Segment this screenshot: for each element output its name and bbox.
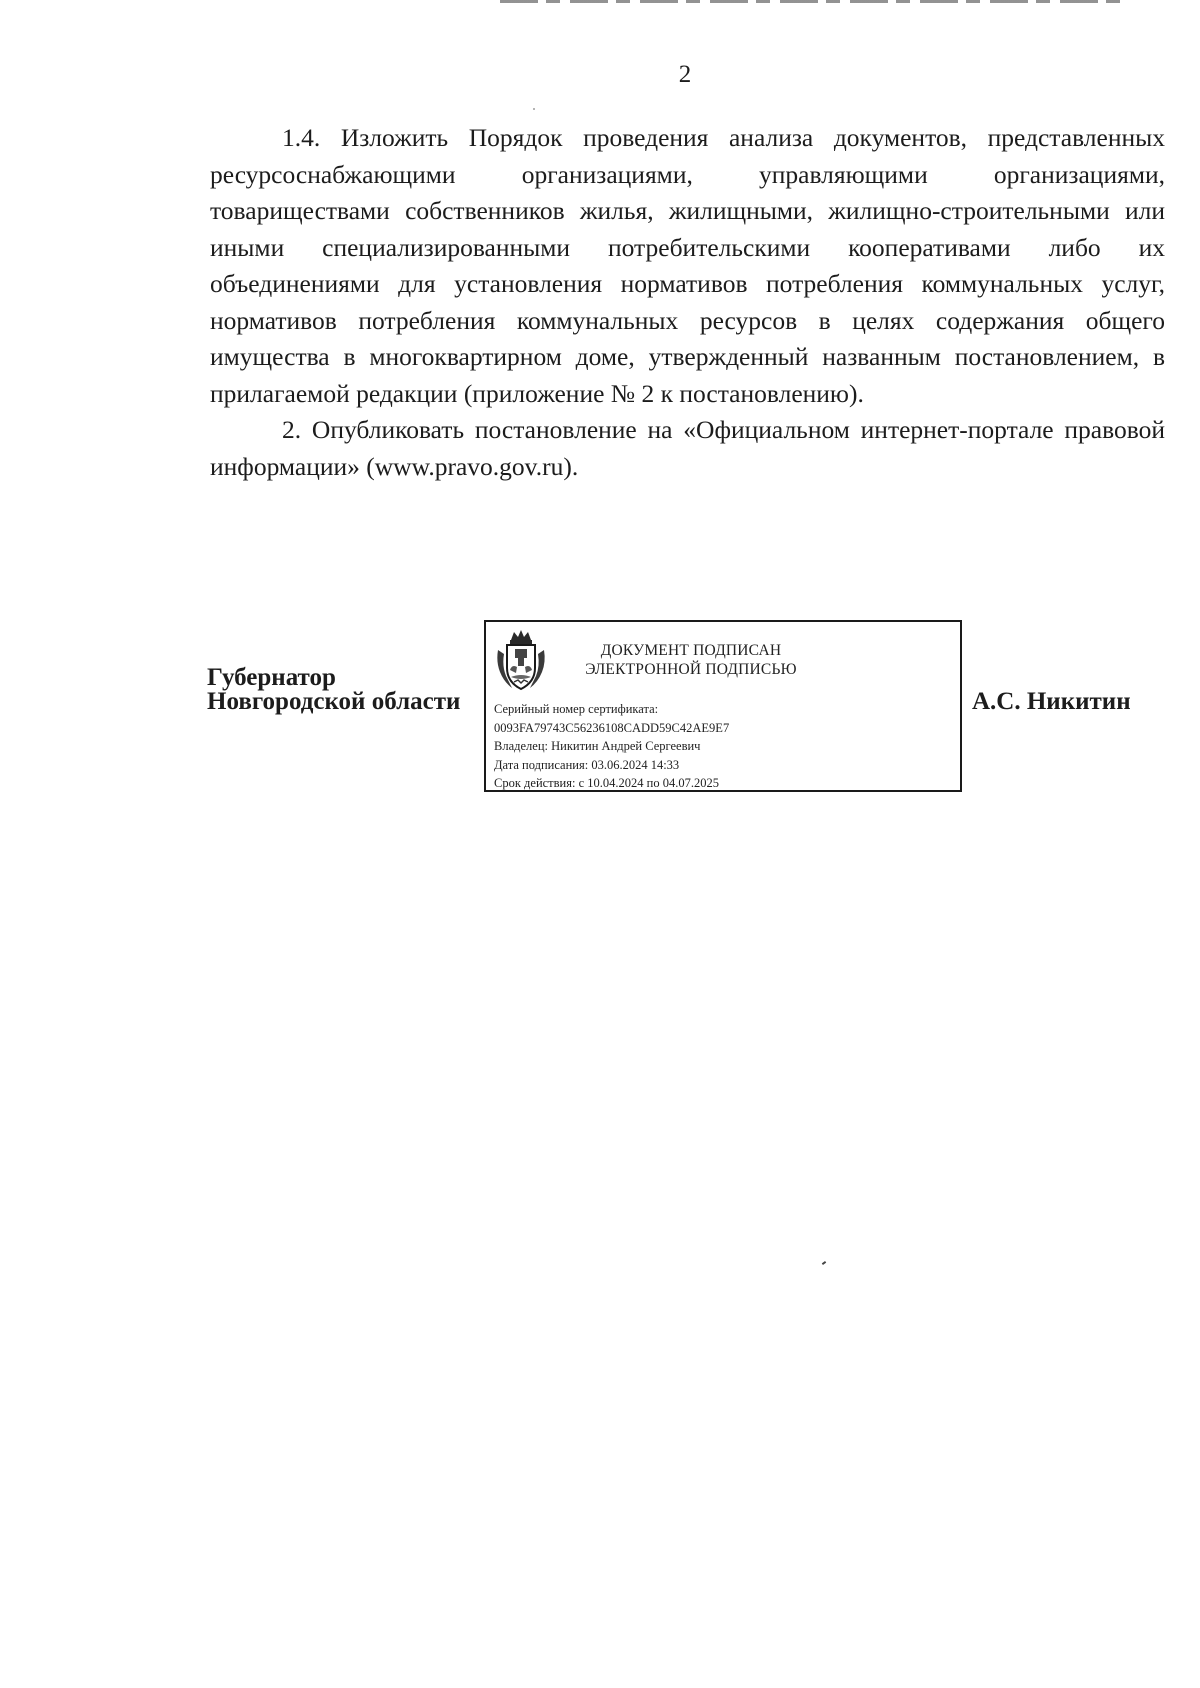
scan-artifact <box>500 0 1120 3</box>
signatory-title-line2: Новгородской области <box>207 688 461 715</box>
novgorod-coat-of-arms-icon <box>494 628 548 694</box>
scan-speck <box>533 108 535 110</box>
paragraph-1-4: 1.4. Изложить Порядок проведения анализа документов, представленных ресурсоснабжающими организациями, управляющими организациями, товариществами собственников жилья, жилищными, жилищно-строительными или иными специализированными потребительскими кооперативами либо их объединениями для установления нормативов потребления коммунальных услуг, нормативов потребления коммунальных ресурсов в целях содержания общего имущества в многоквартирном доме, утвержденный названным постановлением, в прилагаемой редакции (приложение № 2 к постановлению). <box>210 123 1165 408</box>
certificate-serial-label: Серийный номер сертификата: <box>494 702 659 716</box>
stamp-heading-line1: ДОКУМЕНТ ПОДПИСАН <box>600 642 782 659</box>
document-body <box>210 120 1165 485</box>
signing-date: Дата подписания: 03.06.2024 14:33 <box>494 757 680 772</box>
paragraph-2: 2. Опубликовать постановление на «Официальном интернет-портале правовой информации» (www.pravo.gov.ru). <box>210 415 1165 481</box>
certificate-validity: Срок действия: с 10.04.2024 по 04.07.2025 <box>494 776 719 790</box>
signatory-name: А.С. Никитин <box>972 688 1131 715</box>
stamp-heading <box>556 641 826 679</box>
certificate-serial-value: 0093FA79743C56236108CADD59C42AE9E7 <box>494 720 730 735</box>
certificate-owner: Владелец: Никитин Андрей Сергеевич <box>494 739 701 753</box>
stamp-heading-line2: ЭЛЕКТРОННОЙ ПОДПИСЬЮ <box>585 661 797 678</box>
stamp-details <box>494 700 954 793</box>
electronic-signature-stamp <box>484 620 962 792</box>
scan-speck <box>822 1261 826 1265</box>
signatory-title <box>207 666 460 714</box>
page-number: 2 <box>678 61 692 88</box>
signatory-title-line1: Губернатор <box>207 664 336 691</box>
